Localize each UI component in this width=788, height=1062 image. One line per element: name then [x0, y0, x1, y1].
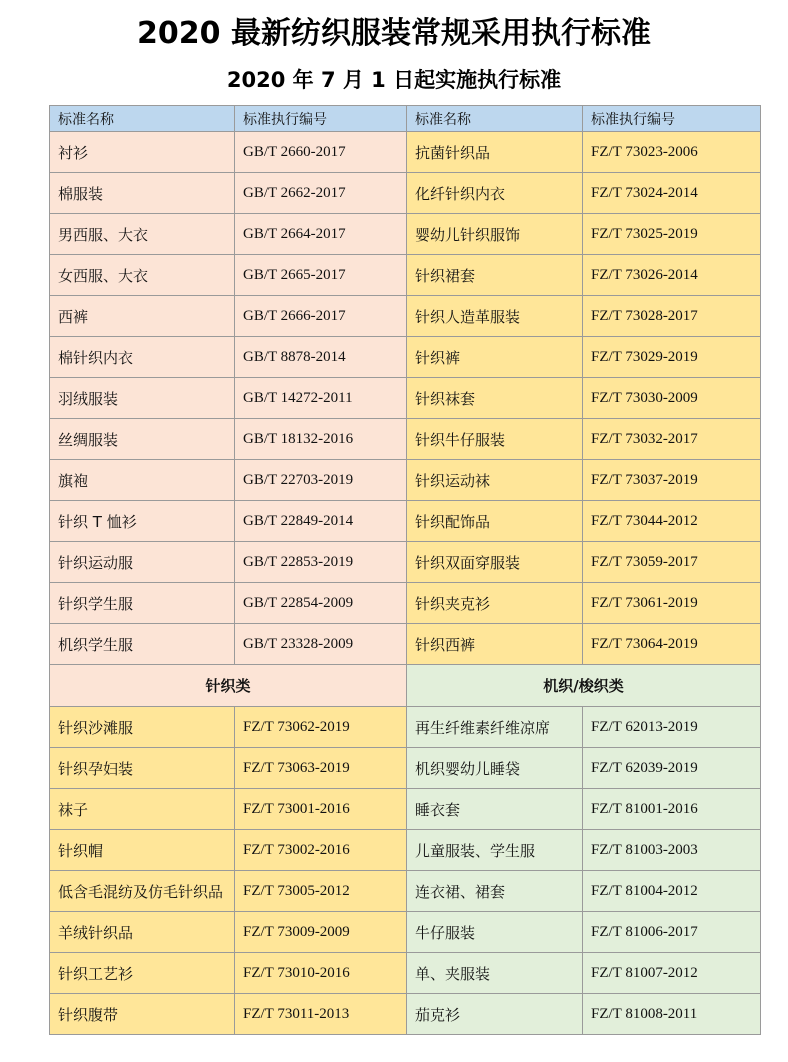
standard-code: FZ/T 81004-2012 — [583, 871, 761, 912]
table-row — [50, 994, 761, 1035]
table-row — [50, 214, 761, 255]
standard-code: FZ/T 73001-2016 — [235, 789, 407, 830]
table-row — [50, 542, 761, 583]
standard-code: FZ/T 73009-2009 — [235, 912, 407, 953]
standard-name: 西裤 — [50, 296, 235, 337]
standard-name: 机织学生服 — [50, 624, 235, 665]
standards-table — [49, 105, 761, 1035]
standard-code: FZ/T 81008-2011 — [583, 994, 761, 1035]
standard-name: 男西服、大衣 — [50, 214, 235, 255]
standard-code: FZ/T 73062-2019 — [235, 707, 407, 748]
standard-name: 针织孕妇装 — [50, 748, 235, 789]
standard-name: 婴幼儿针织服饰 — [407, 214, 583, 255]
standard-name: 机织婴幼儿睡袋 — [407, 748, 583, 789]
standard-name: 针织学生服 — [50, 583, 235, 624]
standard-name: 针织运动袜 — [407, 460, 583, 501]
table-row — [50, 912, 761, 953]
standard-code: FZ/T 62039-2019 — [583, 748, 761, 789]
standard-code: FZ/T 73063-2019 — [235, 748, 407, 789]
standard-code: GB/T 2662-2017 — [235, 173, 407, 214]
standard-code: FZ/T 73044-2012 — [583, 501, 761, 542]
standard-name: 针织运动服 — [50, 542, 235, 583]
table-row — [50, 953, 761, 994]
standard-name: 针织裤 — [407, 337, 583, 378]
standard-name: 袜子 — [50, 789, 235, 830]
standard-name: 针织 T 恤衫 — [50, 501, 235, 542]
header-standard-code: 标准执行编号 — [583, 106, 761, 132]
table-row — [50, 748, 761, 789]
standard-name: 衬衫 — [50, 132, 235, 173]
standard-code: GB/T 2666-2017 — [235, 296, 407, 337]
standard-code: GB/T 14272-2011 — [235, 378, 407, 419]
standard-code: FZ/T 73002-2016 — [235, 830, 407, 871]
standard-code: FZ/T 81001-2016 — [583, 789, 761, 830]
standard-name: 睡衣套 — [407, 789, 583, 830]
standard-name: 棉服装 — [50, 173, 235, 214]
standard-code: FZ/T 81006-2017 — [583, 912, 761, 953]
standard-code: GB/T 2664-2017 — [235, 214, 407, 255]
standard-code: FZ/T 73037-2019 — [583, 460, 761, 501]
category-woven-label: 机织/梭织类 — [407, 665, 761, 707]
standard-name: 羊绒针织品 — [50, 912, 235, 953]
standard-code: GB/T 2665-2017 — [235, 255, 407, 296]
standard-code: FZ/T 73064-2019 — [583, 624, 761, 665]
standard-code: FZ/T 73025-2019 — [583, 214, 761, 255]
standard-name: 女西服、大衣 — [50, 255, 235, 296]
table-row — [50, 707, 761, 748]
standard-code: FZ/T 73010-2016 — [235, 953, 407, 994]
standard-code: FZ/T 73026-2014 — [583, 255, 761, 296]
header-standard-code: 标准执行编号 — [235, 106, 407, 132]
table-row — [50, 255, 761, 296]
standard-name: 针织腹带 — [50, 994, 235, 1035]
standard-name: 针织裙套 — [407, 255, 583, 296]
standard-name: 儿童服装、学生服 — [407, 830, 583, 871]
standard-name: 针织夹克衫 — [407, 583, 583, 624]
standard-code: FZ/T 73028-2017 — [583, 296, 761, 337]
standard-code: GB/T 18132-2016 — [235, 419, 407, 460]
standard-name: 针织双面穿服装 — [407, 542, 583, 583]
table-row — [50, 871, 761, 912]
standard-code: FZ/T 73061-2019 — [583, 583, 761, 624]
standard-name: 抗菌针织品 — [407, 132, 583, 173]
standard-name: 针织帽 — [50, 830, 235, 871]
header-standard-name: 标准名称 — [407, 106, 583, 132]
table-row — [50, 132, 761, 173]
table-row — [50, 378, 761, 419]
standard-code: GB/T 2660-2017 — [235, 132, 407, 173]
standard-code: GB/T 22854-2009 — [235, 583, 407, 624]
table-header-row — [50, 106, 761, 132]
standard-code: FZ/T 73059-2017 — [583, 542, 761, 583]
standard-code: FZ/T 81007-2012 — [583, 953, 761, 994]
standard-code: FZ/T 73024-2014 — [583, 173, 761, 214]
standard-code: FZ/T 73023-2006 — [583, 132, 761, 173]
standard-code: FZ/T 73032-2017 — [583, 419, 761, 460]
standard-code: FZ/T 73029-2019 — [583, 337, 761, 378]
standard-code: GB/T 8878-2014 — [235, 337, 407, 378]
page-title: 2020 最新纺织服装常规采用执行标准 — [137, 16, 651, 51]
standard-name: 针织袜套 — [407, 378, 583, 419]
standard-name: 牛仔服装 — [407, 912, 583, 953]
table-row — [50, 337, 761, 378]
standard-name: 针织牛仔服装 — [407, 419, 583, 460]
standard-name: 羽绒服装 — [50, 378, 235, 419]
table-row — [50, 624, 761, 665]
standard-code: GB/T 22703-2019 — [235, 460, 407, 501]
standard-name: 茄克衫 — [407, 994, 583, 1035]
standard-code: FZ/T 73005-2012 — [235, 871, 407, 912]
standard-name: 低含毛混纺及仿毛针织品 — [50, 871, 235, 912]
table-row — [50, 173, 761, 214]
standard-name: 针织配饰品 — [407, 501, 583, 542]
standard-name: 丝绸服装 — [50, 419, 235, 460]
standard-code: FZ/T 73011-2013 — [235, 994, 407, 1035]
table-row — [50, 830, 761, 871]
table-row — [50, 296, 761, 337]
standard-name: 针织人造革服装 — [407, 296, 583, 337]
standard-code: GB/T 23328-2009 — [235, 624, 407, 665]
page-subtitle: 2020 年 7 月 1 日起实施执行标准 — [226, 68, 562, 92]
table-row — [50, 419, 761, 460]
standard-code: GB/T 22849-2014 — [235, 501, 407, 542]
standard-name: 针织工艺衫 — [50, 953, 235, 994]
standard-code: FZ/T 73030-2009 — [583, 378, 761, 419]
standard-name: 连衣裙、裙套 — [407, 871, 583, 912]
table-row — [50, 583, 761, 624]
standard-name: 针织沙滩服 — [50, 707, 235, 748]
table-row — [50, 460, 761, 501]
standard-name: 化纤针织内衣 — [407, 173, 583, 214]
standard-code: FZ/T 81003-2003 — [583, 830, 761, 871]
table-row — [50, 789, 761, 830]
standard-code: GB/T 22853-2019 — [235, 542, 407, 583]
category-row — [50, 665, 761, 707]
standard-name: 单、夹服装 — [407, 953, 583, 994]
table-row — [50, 501, 761, 542]
header-standard-name: 标准名称 — [50, 106, 235, 132]
standard-name: 棉针织内衣 — [50, 337, 235, 378]
standard-code: FZ/T 62013-2019 — [583, 707, 761, 748]
standard-name: 旗袍 — [50, 460, 235, 501]
standard-name: 针织西裤 — [407, 624, 583, 665]
category-knit-label: 针织类 — [50, 665, 407, 707]
standard-name: 再生纤维素纤维凉席 — [407, 707, 583, 748]
